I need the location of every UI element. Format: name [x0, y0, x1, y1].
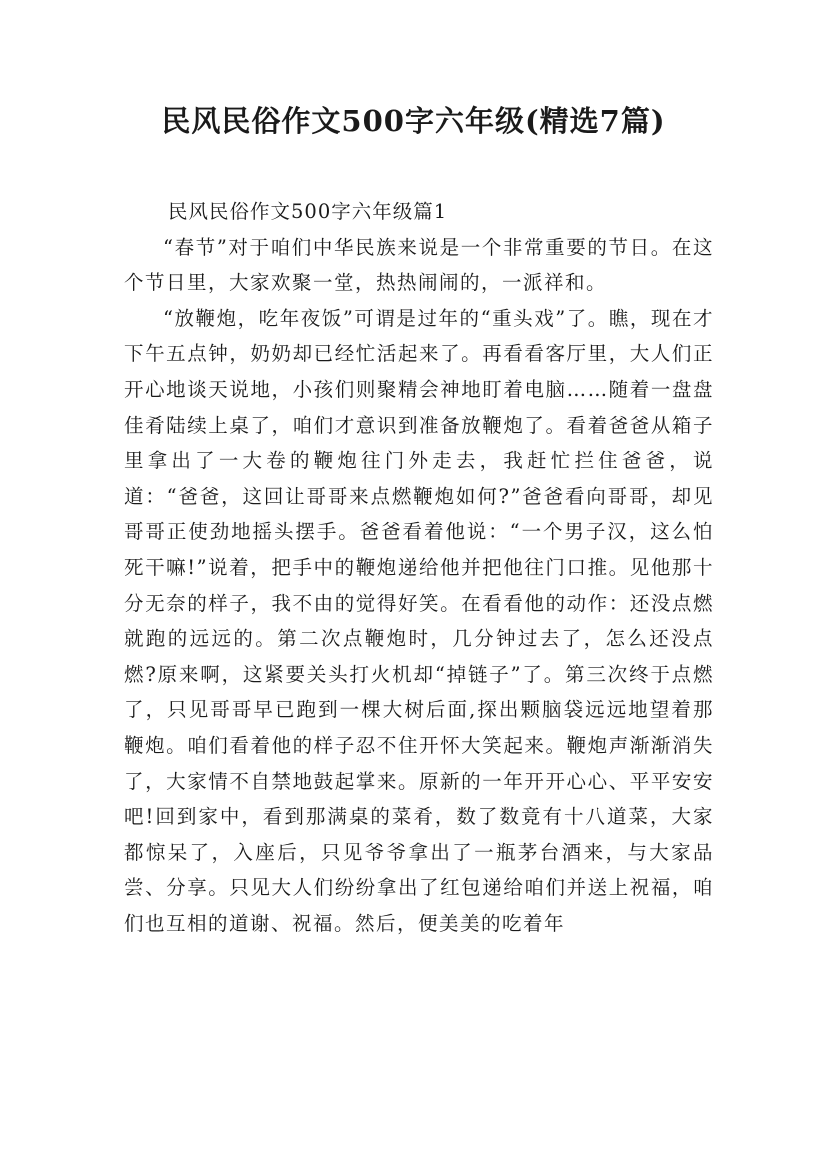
paragraph: “放鞭炮，吃年夜饭”可谓是过年的“重头戏”了。瞧，现在才下午五点钟，奶奶却已经忙活起来了。再看看客厅里，大人们正开心地谈天说地，小孩们则聚精会神地盯着电脑……随着一盘盘佳肴陆续上桌了，咱们才意识到准备放鞭炮了。看着爸爸从箱子里拿出了一大卷的鞭炮往门外走去，我赶忙拦住爸爸，说道：“爸爸，这回让哥哥来点燃鞭炮如何?”爸爸看向哥哥，却见哥哥正使劲地摇头摆手。爸爸看着他说：“一个男子汉，这么怕死干嘛!”说着，把手中的鞭炮递给他并把他往门口推。见他那十分无奈的样子，我不由的觉得好笑。在看看他的动作：还没点燃就跑的远远的。第二次点鞭炮时，几分钟过去了，怎么还没点燃?原来啊，这紧要关头打火机却“掉链子”了。第三次终于点燃了，只见哥哥早已跑到一棵大树后面,探出颗脑袋远远地望着那鞭炮。咱们看着他的样子忍不住开怀大笑起来。鞭炮声渐渐消失了，大家情不自禁地鼓起掌来。原新的一年开开心心、平平安安吧!回到家中，看到那满桌的菜肴，数了数竟有十八道菜，大家都惊呆了，入座后，只见爷爷拿出了一瓶茅台酒来，与大家品尝、分享。只见大人们纷纷拿出了红包递给咱们并送上祝福，咱们也互相的道谢、祝福。然后，便美美的吃着年 [124, 306, 714, 935]
paragraph: “春节”对于咱们中华民族来说是一个非常重要的节日。在这个节日里，大家欢聚一堂，热热闹闹的，一派祥和。 [124, 235, 714, 295]
document-body [124, 194, 714, 941]
document-title: 民风民俗作文500字六年级(精选7篇) [161, 104, 666, 138]
section-heading: 民风民俗作文500字六年级篇1 [168, 200, 448, 223]
